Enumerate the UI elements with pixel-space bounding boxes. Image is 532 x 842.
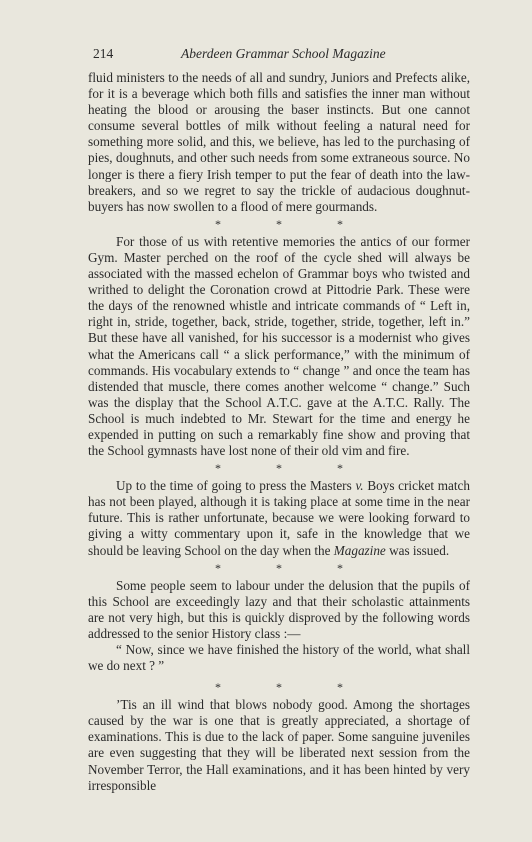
page-header (93, 44, 475, 64)
paragraph-quote: “ Now, since we have finished the history of the world, what shall we do next ? ” (88, 642, 470, 674)
paragraph-cricket: Up to the time of going to press the Masters v. Boys cricket match has not been played, although it is taking place at some time in the near future. This is rather unfortunate, because we were looking forward to giving a witty commentary upon it, safe in the knowledge that we should be leaving School on the day when the Magazine was issued. (88, 478, 470, 558)
paragraph-gym: For those of us with retentive memories the antics of our former Gym. Master perched on the roof of the cycle shed will always be associated with the massed echelon of Grammar boys who twisted and writhed to delight the Coronation crowd at Pittodrie Park. These were the days of the renowned whistle and intricate commands of “ Left in, right in, stride, together, back, stride, together, stride, together, left in.” But these have all vanished, for his successor is a modernist who gives what the Americans call “ a slick performance,” with the minimum of commands. His vocabulary extends to “ change ” and once the team has distended that muscle, there comes another welcome “ change.” Such was the display that the School A.T.C. gave at the A.T.C. Rally. The School is much indebted to Mr. Stewart for the time and energy he expended in putting on such a remarkably fine show and proving that the School gymnasts have lost none of their old vim and fire. (88, 233, 470, 459)
article-body (88, 70, 470, 794)
page-number: 214 (93, 46, 114, 61)
section-separator: * * * (215, 680, 369, 695)
running-title: Aberdeen Grammar School Magazine (181, 46, 386, 61)
section-separator: * * * (215, 560, 369, 575)
paragraph-milk: fluid ministers to the needs of all and sundry, Juniors and Prefects alike, for it is a beverage which both fills and satisfies the inner man without heating the blood or arousing the baser instincts. But one cannot consume several bottles of milk without feeling a natural need for something more solid, and this, we believe, has led to the purchasing of pies, doughnuts, and other such needs from some extraneous source. No longer is there a fiery Irish temper to put the fear of death into the law-breakers, and so we regret to say the trickle of audacious doughnut-buyers has now swollen to a flood of mere gourmands. (88, 70, 470, 214)
paragraph-history: Some people seem to labour under the delusion that the pupils of this School are exceedingly lazy and that their scholastic attainments are not very high, but this is quickly disproved by the following words addressed to the senior History class :— (88, 577, 470, 641)
section-separator: * * * (215, 216, 369, 231)
paragraph-exams: ’Tis an ill wind that blows nobody good. Among the shortages caused by the war is one that is greatly appreciated, a shortage of examinations. This is due to the lack of paper. Some sanguine juveniles are even suggesting that they will be liberated next session from the November Terror, the Hall examinations, and it has been hinted by very irresponsible (88, 697, 470, 793)
section-separator: * * * (215, 461, 369, 476)
